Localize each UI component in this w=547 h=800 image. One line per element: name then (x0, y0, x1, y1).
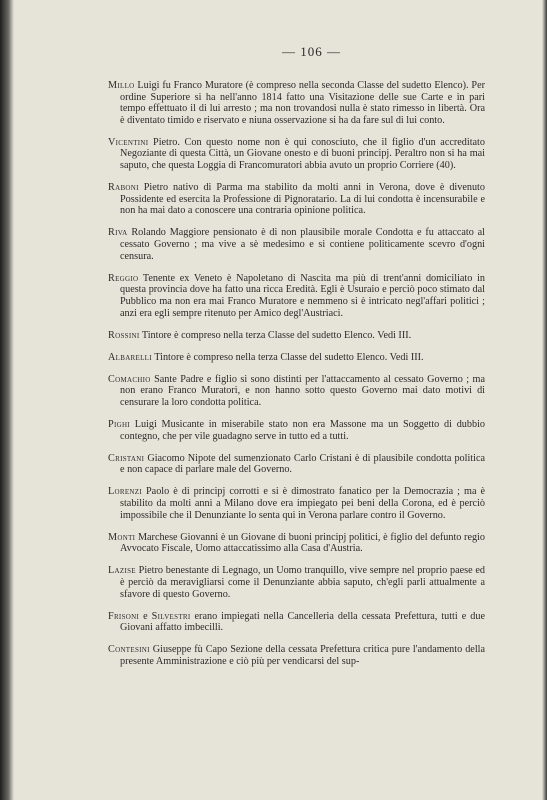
entry-contesini (108, 644, 485, 667)
entry-name: Monti (108, 531, 136, 543)
entry-rossini (108, 330, 485, 342)
entry-text: Rolando Maggiore pensionato è di non plausibile morale Condotta e fu attaccato al cessato Governo ; ma vive a sè medesimo e si contiene politicamente scevro d'ogni censura. (120, 227, 485, 262)
entry-text: Tintore è compreso nella terza Classe del sudetto Elenco. Vedi III. (139, 329, 412, 341)
entry-name-joiner: e (139, 610, 152, 622)
entry-text: Giuseppe fù Capo Sezione della cessata Prefettura critica pure l'andamento della presente Amministrazione e ciò più per vendicarsi del sup- (120, 644, 485, 667)
entry-pighi (108, 419, 485, 442)
entry-name: Raboni (108, 182, 139, 194)
entry-name: Vicentini (108, 136, 149, 148)
entry-albarelli (108, 352, 485, 364)
entry-name: Albarelli (108, 351, 152, 363)
entry-name: Lazise (108, 565, 136, 577)
entry-riva (108, 227, 485, 262)
entry-name: Reggio (108, 272, 139, 284)
entry-name: Lorenzi (108, 486, 142, 498)
entry-text: Pietro nativo di Parma ma stabilito da molti anni in Verona, dove è divenuto Possidente ed esercita la Professione di Pignoratario. La di lui condotta è incensurabile e non ha mai dato a conoscere una contraria opinione politica. (120, 182, 485, 217)
entry-name: Rossini (108, 329, 140, 341)
entry-text: Pietro. Con questo nome non è qui conosciuto, che il figlio d'un accreditato Negoziante di questa Città, un Giovane onesto e di buoni principj. Peraltro non si ha mai saputo, che questa Loggia di Francomuratori abbia avuto un proprio Corriere (40). (120, 136, 485, 172)
entry-text: Sante Padre e figlio si sono distinti per l'attaccamento al cessato Governo ; ma non erano Franco Muratori, e non hanno sotto questo Governo mai dato motivi di censurare la loro condotta politica. (120, 373, 485, 408)
entry-name: Millo (108, 80, 135, 91)
entry-millo (108, 80, 485, 126)
entry-lorenzi (108, 486, 485, 521)
entry-text: erano impiegati nella Cancelleria della cessata Prefettura, tutti e due Giovani affatto imbecilli. (120, 610, 485, 634)
entry-vicentini (108, 137, 485, 172)
entry-name-second: Silvestri (151, 610, 191, 622)
entry-comachio (108, 374, 485, 409)
entry-lazise (108, 565, 485, 600)
entry-text: Tenente ex Veneto è Napoletano di Nascita ma più di trent'anni domiciliato in questa provincia dove ha fatto una ricca Eredità. Egli è Usuraio e perciò poco stimato dal Pubblico ma non era mai Franco Muratore e nemmeno si è intricato negl'affari politici ; anzi era egli sempre ritenuto per Amico degl'Austriaci. (120, 272, 485, 319)
entry-text: Paolo è di principj corrotti e si è dimostrato fanatico per la Democrazia ; ma è stabilito da molti anni a Milano dove era impiegato pei beni della Corona, ed è perciò impossibile che il Denunziante lo senta qui in Verona parlare contro il Governo. (120, 486, 485, 521)
entry-text: Giacomo Nipote del sumenzionato Carlo Cristani è di plausibile condotta politica e non capace di parlare male del Governo. (120, 452, 485, 476)
entry-text: Tintore è compreso nella terza Classe del sudetto Elenco. Vedi III. (151, 351, 424, 363)
entry-monti (108, 532, 485, 555)
entry-name: Cristani (108, 452, 145, 464)
entry-text: Luigi Musicante in miserabile stato non era Massone ma un Soggetto di dubbio contegno, che per vile guadagno serve in tutto ed a tutti. (120, 419, 485, 442)
entry-raboni (108, 182, 485, 217)
entry-name: Frisoni (108, 610, 140, 622)
entry-reggio (108, 273, 485, 319)
entry-text: Marchese Giovanni è un Giovane di buoni principj politici, è figlio del defunto regio Avvocato Fiscale, Uomo attaccatissimo alla Casa d'Austria. (120, 531, 485, 555)
entry-name: Riva (108, 227, 128, 239)
entry-cristani (108, 453, 485, 476)
page-number: — 106 — (282, 44, 341, 59)
entry-text: Luigi fu Franco Muratore (è compreso nella seconda Classe del sudetto Elenco). Per ordine Superiore si ha nell'anno 1814 fatto una Visitazione delle sue Carte e in pari tempo effettuato il di lui arresto ; ma non trovandosi nulla è stato rimesso in libertà. Ora è diventato timido e riservato e niuna osservazione si ha da fare sul di lui conto. (120, 80, 485, 126)
entry-name: Comachio (108, 373, 151, 385)
entry-name: Contesini (108, 644, 150, 656)
entry-text: Pietro benestante di Legnago, un Uomo tranquillo, vive sempre nel proprio paese ed è perciò da meravigliarsi come il Denunziante abbia saputo, ch'egli parli attualmente a sfavore di questo Governo. (120, 565, 485, 600)
entry-frisoni-silvestri (108, 611, 485, 634)
entry-name: Pighi (108, 419, 130, 431)
